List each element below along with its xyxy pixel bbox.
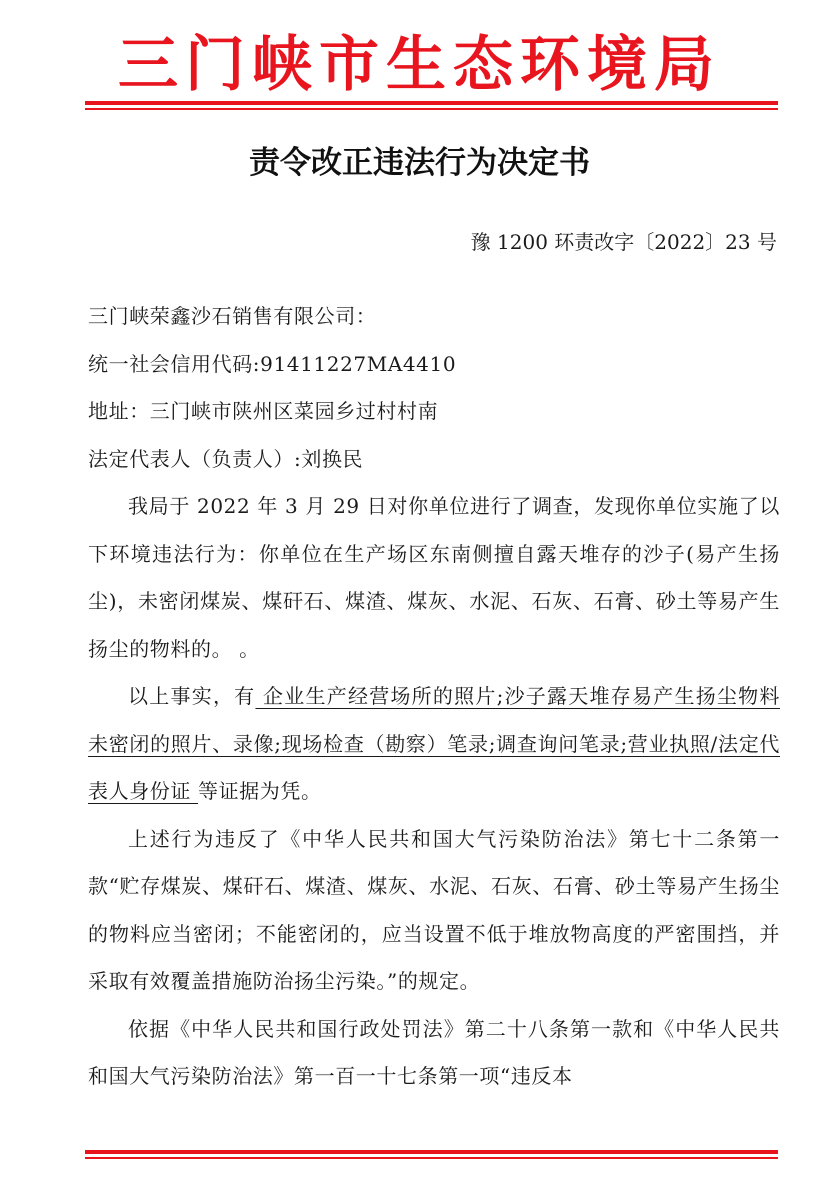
recipient-credit-code: 统一社会信用代码:91411227MA4410	[88, 351, 457, 376]
facts-evidence-list: 企业生产经营场所的照片;沙子露天堆存易产生扬尘物料未密闭的照片、录像;现场检查（勘察）笔录;调查询问笔录;营业执照/法定代表人身份证	[88, 684, 780, 803]
paragraph-investigation: 我局于 2022 年 3 月 29 日对你单位进行了调查，发现你单位实施了以下环境违法行为：你单位在生产场区东南侧擅自露天堆存的沙子(易产生扬尘)，未密闭煤炭、煤矸石、煤渣、煤灰、水泥、石灰、石膏、砂土等易产生扬尘的物料的。 。	[88, 494, 780, 661]
organization-title: 三门峡市生态环境局	[118, 30, 721, 100]
recipient-legal-representative: 法定代表人（负责人）:刘换民	[88, 446, 364, 471]
document-title: 责令改正违法行为决定书	[249, 145, 590, 181]
facts-prefix: 以上事实，有	[128, 684, 256, 708]
header-red-rule-thick	[85, 101, 778, 105]
paragraph-legal-basis: 依据《中华人民共和国行政处罚法》第二十八条第一款和《中华人民共和国大气污染防治法》第一百一十七条第一项“违反本	[88, 1016, 780, 1088]
recipient-address: 地址：三门峡市陕州区菜园乡过村村南	[88, 399, 439, 423]
facts-suffix: 等证据为凭。	[197, 779, 322, 803]
document-body	[88, 293, 780, 1101]
header-red-rule-thin	[85, 108, 778, 110]
document-number: 豫 1200 环责改字〔2022〕23 号	[470, 230, 777, 254]
paragraph-facts	[88, 673, 780, 816]
recipient-company: 三门峡荣鑫沙石销售有限公司：	[88, 304, 377, 328]
footer-red-rule-thin	[85, 1157, 778, 1159]
paragraph-violation: 上述行为违反了《中华人民共和国大气污染防治法》第七十二条第一款“贮存煤炭、煤矸石、煤渣、煤灰、水泥、石灰、石膏、砂土等易产生扬尘的物料应当密闭；不能密闭的，应当设置不低于堆放物高度的严密围挡，并采取有效覆盖措施防治扬尘污染。”的规定。	[88, 826, 780, 993]
footer-red-rule-thick	[85, 1150, 778, 1154]
